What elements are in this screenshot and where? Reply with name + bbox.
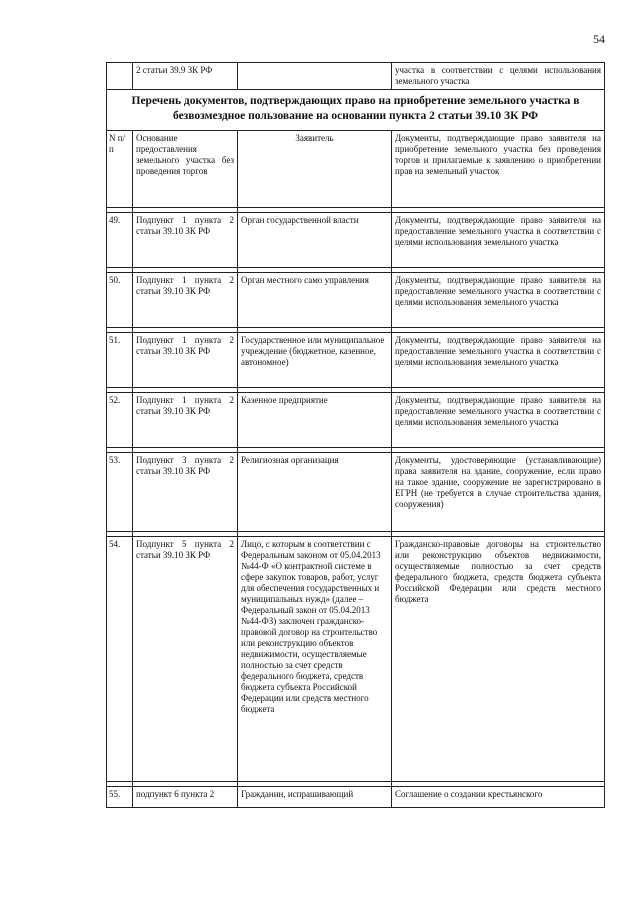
cell-documents: участка в соответствии с целями использования земельного участка [392, 63, 605, 90]
cell-applicant: Религиозная организация [238, 453, 392, 532]
cell-documents: Гражданско-правовые договоры на строительство или реконструкцию объектов недвижимости, осуществляемые полностью за счет средств федерального бюджета, средств бюджета субъекта Российской Федерации или средств местного бюджета [392, 537, 605, 782]
cell-num: 54. [107, 537, 133, 782]
cell-num: 53. [107, 453, 133, 532]
documents-table [106, 62, 605, 808]
cell-basis: Подпункт 3 пункта 2 статьи 39.10 ЗК РФ [133, 453, 238, 532]
header-num: N п/п [107, 131, 133, 208]
cell-documents: Документы, подтверждающие право заявителя на предоставление земельного участка в соответствии с целями использования земельного участка [392, 393, 605, 448]
table-row [107, 393, 605, 448]
cell-num: 50. [107, 273, 133, 328]
table-header-row [107, 131, 605, 208]
cell-basis: Подпункт 1 пункта 2 статьи 39.10 ЗК РФ [133, 333, 238, 388]
cell-documents: Документы, подтверждающие право заявителя на предоставление земельного участка в соответствии с целями использования земельного участка [392, 273, 605, 328]
cell-num: 52. [107, 393, 133, 448]
table-row [107, 213, 605, 268]
cell-num: 49. [107, 213, 133, 268]
cell-documents: Соглашение о создании крестьянского [392, 787, 605, 808]
table-row [107, 453, 605, 532]
cell-basis: 2 статьи 39.9 ЗК РФ [133, 63, 238, 90]
page-number: 54 [593, 32, 605, 46]
cell-applicant: Государственное или муниципальное учреждение (бюджетное, казенное, автономное) [238, 333, 392, 388]
cell-basis: подпункт 6 пункта 2 [133, 787, 238, 808]
cell-applicant: Казенное предприятие [238, 393, 392, 448]
cell-applicant: Орган местного само управления [238, 273, 392, 328]
cell-applicant: Гражданин, испрашивающий [238, 787, 392, 808]
header-applicant: Заявитель [238, 131, 392, 208]
table-row [107, 537, 605, 782]
section-heading-row [107, 90, 605, 131]
cell-num: 51. [107, 333, 133, 388]
cell-basis: Подпункт 1 пункта 2 статьи 39.10 ЗК РФ [133, 273, 238, 328]
header-documents: Документы, подтверждающие право заявителя на приобретение земельного участка без проведения торгов и прилагаемые к заявлению о приобретении прав на земельный участок [392, 131, 605, 208]
cell-basis: Подпункт 1 пункта 2 статьи 39.10 ЗК РФ [133, 393, 238, 448]
cell-applicant: Орган государственной власти [238, 213, 392, 268]
cell-num [107, 63, 133, 90]
header-basis: Основание предоставления земельного участка без проведения торгов [133, 131, 238, 208]
cell-num: 55. [107, 787, 133, 808]
table-row [107, 273, 605, 328]
table-row [107, 787, 605, 808]
cell-basis: Подпункт 5 пункта 2 статьи 39.10 ЗК РФ [133, 537, 238, 782]
section-title: Перечень документов, подтверждающих право на приобретение земельного участка в безвозмездное пользование на основании пункта 2 статьи 39.10 ЗК РФ [107, 90, 605, 131]
cell-applicant: Лицо, с которым в соответствии с Федеральным законом от 05.04.2013 №44-Ф «О контрактной системе в сфере закупок товаров, работ, услуг для обеспечения государственных и муниципальных нужд» (далее – Федеральный закон от 05.04.2013 №44-ФЗ) заключен гражданско-правовой договор на строительство или реконструкцию объектов недвижимости, осуществляемые полностью за счет средств федерального бюджета, средств бюджета субъекта Российской Федерации или средств местного бюджета [238, 537, 392, 782]
continued-row [107, 63, 605, 90]
cell-basis: Подпункт 1 пункта 2 статьи 39.10 ЗК РФ [133, 213, 238, 268]
cell-documents: Документы, удостоверяющие (устанавливающие) права заявителя на здание, сооружение, если право на такое здание, сооружение не зарегистрировано в ЕГРН (не требуется в случае строительства здания, сооружения) [392, 453, 605, 532]
cell-documents: Документы, подтверждающие право заявителя на предоставление земельного участка в соответствии с целями использования земельного участка [392, 213, 605, 268]
cell-documents: Документы, подтверждающие право заявителя на предоставление земельного участка в соответствии с целями использования земельного участка [392, 333, 605, 388]
cell-applicant [238, 63, 392, 90]
table-row [107, 333, 605, 388]
